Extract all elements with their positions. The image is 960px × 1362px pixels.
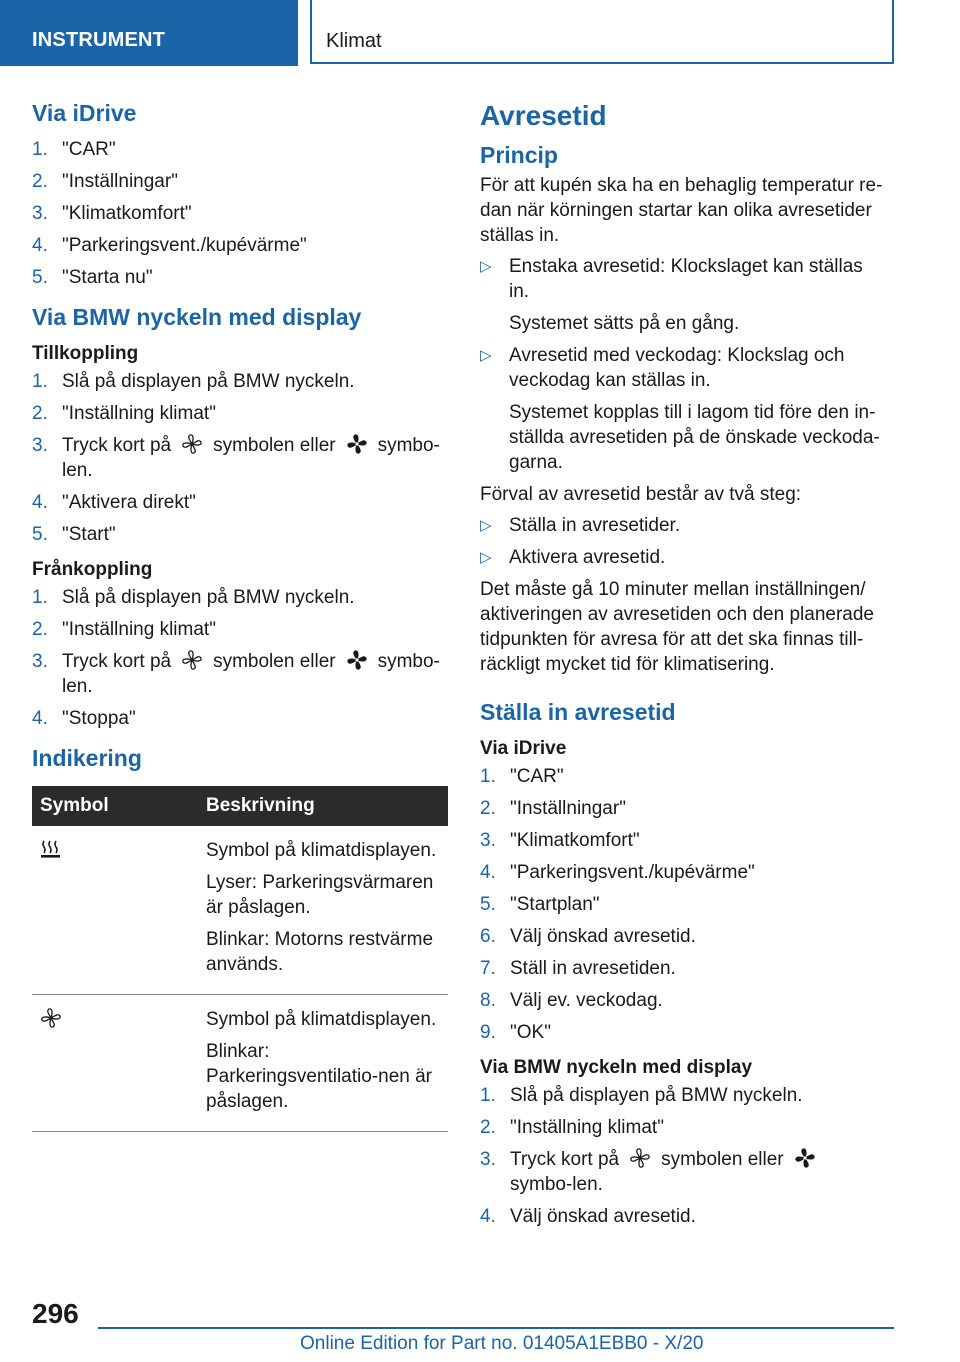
list-item: 5. "Starta nu" [32, 267, 153, 288]
list-item: 1. Slå på displayen på BMW nyckeln. [32, 587, 355, 608]
list-item: 4. "Stoppa" [32, 708, 136, 729]
section-tab: INSTRUMENT [0, 0, 298, 66]
list-item: 3. Tryck kort på symbolen eller symbo-len. [32, 651, 440, 697]
list-item: 4. Välj önskad avresetid. [480, 1206, 696, 1227]
heading-indikering: Indikering [32, 745, 142, 771]
list-item: 6. Välj önskad avresetid. [480, 926, 696, 947]
idrive-steps [32, 137, 448, 290]
list-item: 3. Tryck kort på symbolen eller symbo-len. [32, 435, 440, 481]
list-item: 1. Slå på displayen på BMW nyckeln. [480, 1085, 803, 1106]
indikering-table [32, 786, 448, 1132]
symbol-cell [32, 995, 198, 1132]
heading-avresetid: Avresetid [480, 100, 607, 131]
list-item: 7. Ställ in avresetiden. [480, 958, 676, 979]
princip-bullets [480, 254, 885, 475]
list-item: 3. Tryck kort på symbolen ellersymbo-len. [480, 1147, 885, 1197]
list-item: 4. "Parkeringsvent./kupévärme" [32, 235, 307, 256]
heading-tillkoppling: Tillkoppling [32, 343, 139, 364]
right-column [480, 100, 885, 1237]
table-header-row [32, 786, 448, 826]
heater-icon [40, 838, 62, 860]
fan-heat-icon [346, 433, 368, 455]
list-item: 5. "Start" [32, 524, 116, 545]
col-symbol: Symbol [32, 786, 198, 826]
description-cell: Symbol på klimatdisplayen. Blinkar: Parkeringsventilatio-nen är påslagen. [198, 995, 448, 1132]
page-header [0, 0, 960, 66]
list-item: 1. Slå på displayen på BMW nyckeln. [32, 371, 355, 392]
list-item: ▷ Enstaka avresetid: Klockslaget kan ställas in. Systemet sätts på en gång. [480, 256, 863, 334]
frankoppling-steps [32, 585, 448, 731]
list-item: 1. "CAR" [480, 766, 564, 787]
heading-via-bmw-key-2: Via BMW nyckeln med display [480, 1057, 753, 1078]
chapter-title: Klimat [310, 0, 894, 64]
list-item: 4. "Aktivera direkt" [32, 492, 196, 513]
list-item: 3. "Klimatkomfort" [480, 830, 640, 851]
fan-icon [181, 433, 203, 455]
edition-text: Online Edition for Part no. 01405A1EBB0 - X/20 [300, 1333, 704, 1354]
preval-text: Förval av avresetid består av två steg: [480, 484, 802, 505]
list-item: 2. "Inställningar" [32, 171, 178, 192]
heading-bmw-key: Via BMW nyckeln med display [32, 304, 362, 330]
list-item: 1. "CAR" [32, 139, 116, 160]
description-cell: Symbol på klimatdisplayen. Lyser: Parkeringsvärmaren är påslagen. Blinkar: Motorns restvärme används. [198, 826, 448, 995]
stalla-key-steps [480, 1083, 885, 1229]
symbol-cell [32, 826, 198, 995]
tillkoppling-steps [32, 369, 448, 547]
list-item: 8. Välj ev. veckodag. [480, 990, 663, 1011]
list-item: ▷ Avresetid med veckodag: Klockslag och veckodag kan ställas in. Systemet kopplas till i lagom tid före den in-ställda avresetiden på de önskade veckoda-garna. [480, 345, 880, 473]
list-item: 2. "Inställningar" [480, 798, 626, 819]
fan-icon [40, 1007, 62, 1029]
list-item: 2. "Inställning klimat" [32, 403, 216, 424]
list-item: 5. "Startplan" [480, 894, 600, 915]
fan-icon [629, 1147, 651, 1169]
list-item: 2. "Inställning klimat" [32, 619, 216, 640]
stalla-idrive-steps [480, 764, 885, 1045]
footer-divider [98, 1327, 894, 1329]
list-item: 2. "Inställning klimat" [480, 1117, 664, 1138]
fan-icon [181, 649, 203, 671]
heading-stalla-in: Ställa in avresetid [480, 699, 676, 725]
heading-via-idrive: Via iDrive [32, 100, 137, 126]
table-row [32, 826, 448, 995]
list-item: 4. "Parkeringsvent./kupévärme" [480, 862, 755, 883]
note-text: Det måste gå 10 minuter mellan inställningen/ aktiveringen av avresetiden och den planerade tidpunkten för avresa för att det ska finnas till-räckligt mycket tid för klimatisering. [480, 579, 874, 675]
heading-frankoppling: Frånkoppling [32, 559, 153, 580]
page-number: 296 [32, 1298, 79, 1329]
fan-heat-icon [346, 649, 368, 671]
list-item: ▷ Aktivera avresetid. [480, 547, 666, 568]
fan-heat-icon [794, 1147, 816, 1169]
heading-via-idrive-2: Via iDrive [480, 738, 567, 759]
list-item: 3. "Klimatkomfort" [32, 203, 192, 224]
list-item: ▷ Ställa in avresetider. [480, 515, 681, 536]
table-row [32, 995, 448, 1132]
preval-bullets [480, 513, 885, 570]
list-item: 9. "OK" [480, 1022, 551, 1043]
princip-intro: För att kupén ska ha en behaglig temperatur re-dan när körningen startar kan olika avresetider ställas in. [480, 175, 883, 246]
heading-princip: Princip [480, 142, 558, 168]
col-description: Beskrivning [198, 786, 448, 826]
left-column [32, 100, 448, 1132]
